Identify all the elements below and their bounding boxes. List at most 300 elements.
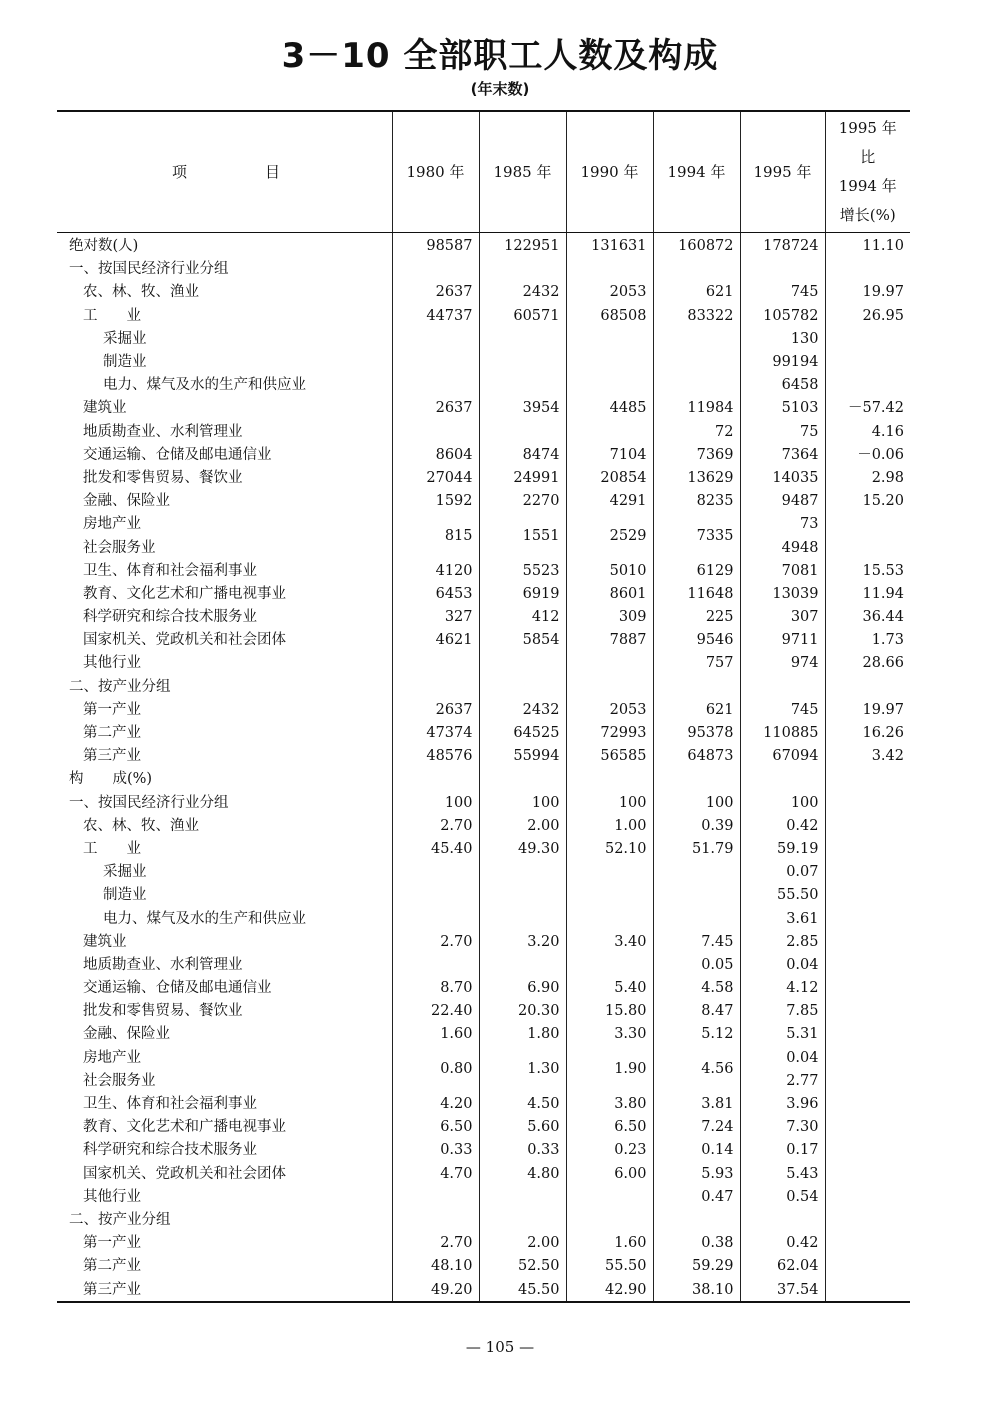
row-value [392,652,479,675]
header-item-left: 项 [172,163,188,182]
row-value [479,953,566,976]
row-value [825,977,910,1000]
row-value: 4948 [740,536,825,559]
row-value [392,768,479,791]
table-row [57,559,910,582]
row-value: 4621 [392,629,479,652]
row-value: 3.96 [740,1092,825,1115]
row-value: 0.14 [653,1139,740,1162]
row-value: 19.97 [825,698,910,721]
row-value: 2432 [479,281,566,304]
row-value: 20.30 [479,1000,566,1023]
row-value: 2.00 [479,814,566,837]
row-label: 教育、文化艺术和广播电视事业 [83,585,286,602]
row-value: 309 [566,606,653,629]
row-value: 16.26 [825,721,910,744]
header-item [57,111,392,232]
row-value [825,1092,910,1115]
page-subtitle: (年末数) [470,80,530,98]
row-value: 7.85 [740,1000,825,1023]
row-value: 745 [740,698,825,721]
row-value: 1.90 [566,1046,653,1092]
row-value [566,768,653,791]
row-value [653,768,740,791]
table-row [57,884,910,907]
table-row [57,1208,910,1231]
row-value [392,907,479,930]
row-value: 6.50 [566,1116,653,1139]
row-value [653,884,740,907]
row-value [479,1208,566,1231]
row-label: 交通运输、仓储及邮电通信业 [83,446,272,463]
row-value: 0.38 [653,1232,740,1255]
row-value: 8.70 [392,977,479,1000]
row-value [479,907,566,930]
row-value [566,1185,653,1208]
row-value: 2.70 [392,814,479,837]
row-value: 49.20 [392,1278,479,1302]
row-label: 其他行业 [83,1188,141,1205]
row-value [825,350,910,373]
row-value [825,1116,910,1139]
row-value: 38.10 [653,1278,740,1302]
row-value: －0.06 [825,443,910,466]
row-label: 第一产业 [83,701,141,718]
row-value: 5523 [479,559,566,582]
row-label: 批发和零售贸易、餐饮业 [83,1003,243,1020]
row-value: 72 [653,420,740,443]
row-value: 73 [740,513,825,536]
row-value [566,907,653,930]
row-value: 5.60 [479,1116,566,1139]
row-value: 7369 [653,443,740,466]
table-row [57,721,910,744]
row-value [825,837,910,860]
row-value: 160872 [653,232,740,258]
row-value: 5.43 [740,1162,825,1185]
table-row [57,629,910,652]
row-value: 64525 [479,721,566,744]
row-value [392,861,479,884]
table-row [57,397,910,420]
row-value: 55.50 [740,884,825,907]
row-value: 5.40 [566,977,653,1000]
row-value [566,884,653,907]
row-value: 621 [653,698,740,721]
row-label: 卫生、体育和社会福利事业 [83,562,257,579]
row-value [825,861,910,884]
row-value: 11984 [653,397,740,420]
row-value: 56585 [566,745,653,768]
header-item-right: 目 [265,163,281,182]
row-value: 9711 [740,629,825,652]
row-value: 412 [479,606,566,629]
row-value: 7.24 [653,1116,740,1139]
row-value: 55.50 [566,1255,653,1278]
table-row [57,652,910,675]
header-year-1990: 1990 年 [566,111,653,232]
row-value [392,953,479,976]
row-value: 15.53 [825,559,910,582]
row-value [392,350,479,373]
row-value: 3.42 [825,745,910,768]
row-value: 47374 [392,721,479,744]
row-value [479,675,566,698]
row-label: 房地产业 [83,1049,141,1066]
row-value: 7335 [653,513,740,559]
row-value [566,327,653,350]
row-value: 5.12 [653,1023,740,1046]
row-value: 6458 [740,374,825,397]
table-row [57,582,910,605]
row-value: 100 [392,791,479,814]
row-label: 卫生、体育和社会福利事业 [83,1096,257,1113]
row-label: 采掘业 [103,330,147,347]
row-value: 5103 [740,397,825,420]
row-value: 11648 [653,582,740,605]
row-value [653,675,740,698]
row-value: 6.50 [392,1116,479,1139]
row-value: 52.50 [479,1255,566,1278]
row-value [653,258,740,281]
row-value: 11.94 [825,582,910,605]
table-row [57,977,910,1000]
row-value: 105782 [740,304,825,327]
table-row [57,420,910,443]
row-value: 4.70 [392,1162,479,1185]
row-value: 22.40 [392,1000,479,1023]
row-value: 8.47 [653,1000,740,1023]
row-label: 社会服务业 [83,539,156,556]
row-value: 6129 [653,559,740,582]
row-value: 2637 [392,281,479,304]
row-value: 48576 [392,745,479,768]
row-value: 42.90 [566,1278,653,1302]
row-value [566,953,653,976]
row-value: 75 [740,420,825,443]
row-value: 6.90 [479,977,566,1000]
table-row [57,861,910,884]
row-label: 交通运输、仓储及邮电通信业 [83,980,272,997]
row-value [479,420,566,443]
row-value [825,791,910,814]
table-row [57,1139,910,1162]
row-value: 7104 [566,443,653,466]
row-value [566,374,653,397]
row-value: －57.42 [825,397,910,420]
row-value [825,374,910,397]
row-label: 第二产业 [83,1258,141,1275]
row-value: 974 [740,652,825,675]
row-value [825,814,910,837]
row-value: 131631 [566,232,653,258]
row-value: 3.81 [653,1092,740,1115]
row-value: 2.77 [740,1069,825,1092]
row-value: 225 [653,606,740,629]
row-value: 0.23 [566,1139,653,1162]
row-value [825,1232,910,1255]
row-value: 3.20 [479,930,566,953]
row-value: 27044 [392,466,479,489]
table-row [57,490,910,513]
row-value: 1.80 [479,1023,566,1046]
row-value [566,350,653,373]
table-row [57,258,910,281]
row-value: 815 [392,513,479,559]
table-row [57,837,910,860]
row-value: 4.50 [479,1092,566,1115]
row-value: 14035 [740,466,825,489]
row-label: 批发和零售贸易、餐饮业 [83,469,243,486]
employee-table [57,110,910,1303]
row-value [566,258,653,281]
row-value: 0.80 [392,1046,479,1092]
row-label: 农、林、牧、渔业 [83,284,199,301]
row-value: 37.54 [740,1278,825,1302]
table-row [57,232,910,258]
row-value [825,1162,910,1185]
row-value: 4485 [566,397,653,420]
row-value: 6919 [479,582,566,605]
table-row [57,953,910,976]
row-value: 3.80 [566,1092,653,1115]
row-value: 9487 [740,490,825,513]
row-value: 0.33 [392,1139,479,1162]
row-value [566,420,653,443]
row-value: 95378 [653,721,740,744]
table-row [57,675,910,698]
row-value: 0.47 [653,1185,740,1208]
table-row [57,1000,910,1023]
row-value: 327 [392,606,479,629]
row-value: 7887 [566,629,653,652]
row-value: 2270 [479,490,566,513]
row-value [566,652,653,675]
row-value: 60571 [479,304,566,327]
header-year-1985: 1985 年 [479,111,566,232]
row-value: 15.20 [825,490,910,513]
row-value: 24991 [479,466,566,489]
row-label: 地质勘查业、水利管理业 [83,423,243,440]
row-label: 科学研究和综合技术服务业 [83,1142,257,1159]
table-row [57,930,910,953]
table-row [57,1092,910,1115]
row-value: 1551 [479,513,566,559]
row-value: 7.45 [653,930,740,953]
table-row [57,466,910,489]
table-row [57,374,910,397]
row-value: 745 [740,281,825,304]
row-value [653,907,740,930]
row-value [825,930,910,953]
row-label: 建筑业 [83,400,127,417]
row-value: 2053 [566,698,653,721]
row-value: 2432 [479,698,566,721]
row-label: 采掘业 [103,864,147,881]
table-row [57,1232,910,1255]
row-value: 7.30 [740,1116,825,1139]
row-label: 绝对数(人) [69,238,139,255]
row-value: 13039 [740,582,825,605]
row-value: 59.29 [653,1255,740,1278]
row-label: 第二产业 [83,725,141,742]
row-label: 其他行业 [83,655,141,672]
table-row [57,745,910,768]
row-value: 122951 [479,232,566,258]
row-label: 国家机关、党政机关和社会团体 [83,1165,286,1182]
row-value: 5854 [479,629,566,652]
row-value: 0.39 [653,814,740,837]
row-label: 地质勘查业、水利管理业 [83,956,243,973]
row-label: 构 成(%) [69,771,153,788]
row-value [392,1208,479,1231]
row-value [479,258,566,281]
row-value: 2.70 [392,930,479,953]
row-value: 3.40 [566,930,653,953]
row-value [825,1185,910,1208]
row-value: 3.30 [566,1023,653,1046]
row-value: 5.31 [740,1023,825,1046]
table-row [57,1162,910,1185]
row-value: 100 [653,791,740,814]
row-value: 110885 [740,721,825,744]
row-value: 6453 [392,582,479,605]
row-value [479,1185,566,1208]
row-value [392,1185,479,1208]
table-row [57,606,910,629]
row-value: 64873 [653,745,740,768]
row-value [566,861,653,884]
header-row [57,111,910,232]
row-label: 制造业 [103,354,147,371]
row-value: 28.66 [825,652,910,675]
row-value: 2.85 [740,930,825,953]
row-label: 一、按国民经济行业分组 [69,261,229,278]
row-label: 农、林、牧、渔业 [83,817,199,834]
row-value [566,675,653,698]
row-value [653,327,740,350]
row-value: 1.73 [825,629,910,652]
table-row [57,907,910,930]
row-label: 社会服务业 [83,1072,156,1089]
row-value [392,374,479,397]
row-value [825,513,910,559]
row-value: 2637 [392,397,479,420]
table-body [57,232,910,1302]
row-value: 4291 [566,490,653,513]
row-value [825,1046,910,1092]
row-value [479,652,566,675]
row-value: 4.58 [653,977,740,1000]
row-value [740,258,825,281]
row-value: 130 [740,327,825,350]
row-value [653,861,740,884]
row-value [479,350,566,373]
row-value [825,258,910,281]
table-row [57,1278,910,1302]
row-value: 36.44 [825,606,910,629]
row-value: 621 [653,281,740,304]
row-value [392,327,479,350]
table-row [57,513,910,536]
row-value [392,420,479,443]
row-value [825,884,910,907]
row-value [479,768,566,791]
row-value: 15.80 [566,1000,653,1023]
header-growth-line: 1994 年 [838,176,897,195]
header-year-1994: 1994 年 [653,111,740,232]
row-label: 工 业 [83,840,141,857]
row-value: 100 [566,791,653,814]
row-value: 68508 [566,304,653,327]
row-value [653,350,740,373]
table-row [57,1046,910,1069]
row-value: 11.10 [825,232,910,258]
row-value: 55994 [479,745,566,768]
row-value [392,884,479,907]
row-value: 0.05 [653,953,740,976]
row-label: 第三产业 [57,1278,392,1302]
row-value: 72993 [566,721,653,744]
row-value [740,1208,825,1231]
table-row [57,443,910,466]
row-value [479,327,566,350]
row-value: 0.54 [740,1185,825,1208]
row-value [479,861,566,884]
row-value: 98587 [392,232,479,258]
row-value [653,1208,740,1231]
row-value: 8474 [479,443,566,466]
row-value: 5010 [566,559,653,582]
row-value: 19.97 [825,281,910,304]
row-label: 第一产业 [83,1235,141,1252]
table-row [57,281,910,304]
row-value [392,675,479,698]
row-value: 0.42 [740,814,825,837]
row-value [825,907,910,930]
row-value: 52.10 [566,837,653,860]
row-value [479,374,566,397]
row-value: 8601 [566,582,653,605]
row-value: 9546 [653,629,740,652]
row-value [653,374,740,397]
row-value: 100 [740,791,825,814]
row-label: 国家机关、党政机关和社会团体 [83,632,286,649]
row-value: 307 [740,606,825,629]
row-value: 2.70 [392,1232,479,1255]
row-value [566,1208,653,1231]
row-value: 67094 [740,745,825,768]
row-value: 4.16 [825,420,910,443]
row-value: 48.10 [392,1255,479,1278]
row-value [740,675,825,698]
row-value: 8604 [392,443,479,466]
row-value: 8235 [653,490,740,513]
header-growth-line: 增长(%) [839,205,896,224]
row-label: 一、按国民经济行业分组 [69,794,229,811]
header-year-1980: 1980 年 [392,111,479,232]
row-value: 20854 [566,466,653,489]
row-value: 49.30 [479,837,566,860]
row-label: 电力、煤气及水的生产和供应业 [103,377,306,394]
row-label: 房地产业 [83,516,141,533]
row-label: 金融、保险业 [83,1026,170,1043]
page-number: — 105 — [465,1338,535,1356]
row-label: 科学研究和综合技术服务业 [83,609,257,626]
row-label: 金融、保险业 [83,493,170,510]
row-label: 制造业 [103,887,147,904]
row-value: 3.61 [740,907,825,930]
